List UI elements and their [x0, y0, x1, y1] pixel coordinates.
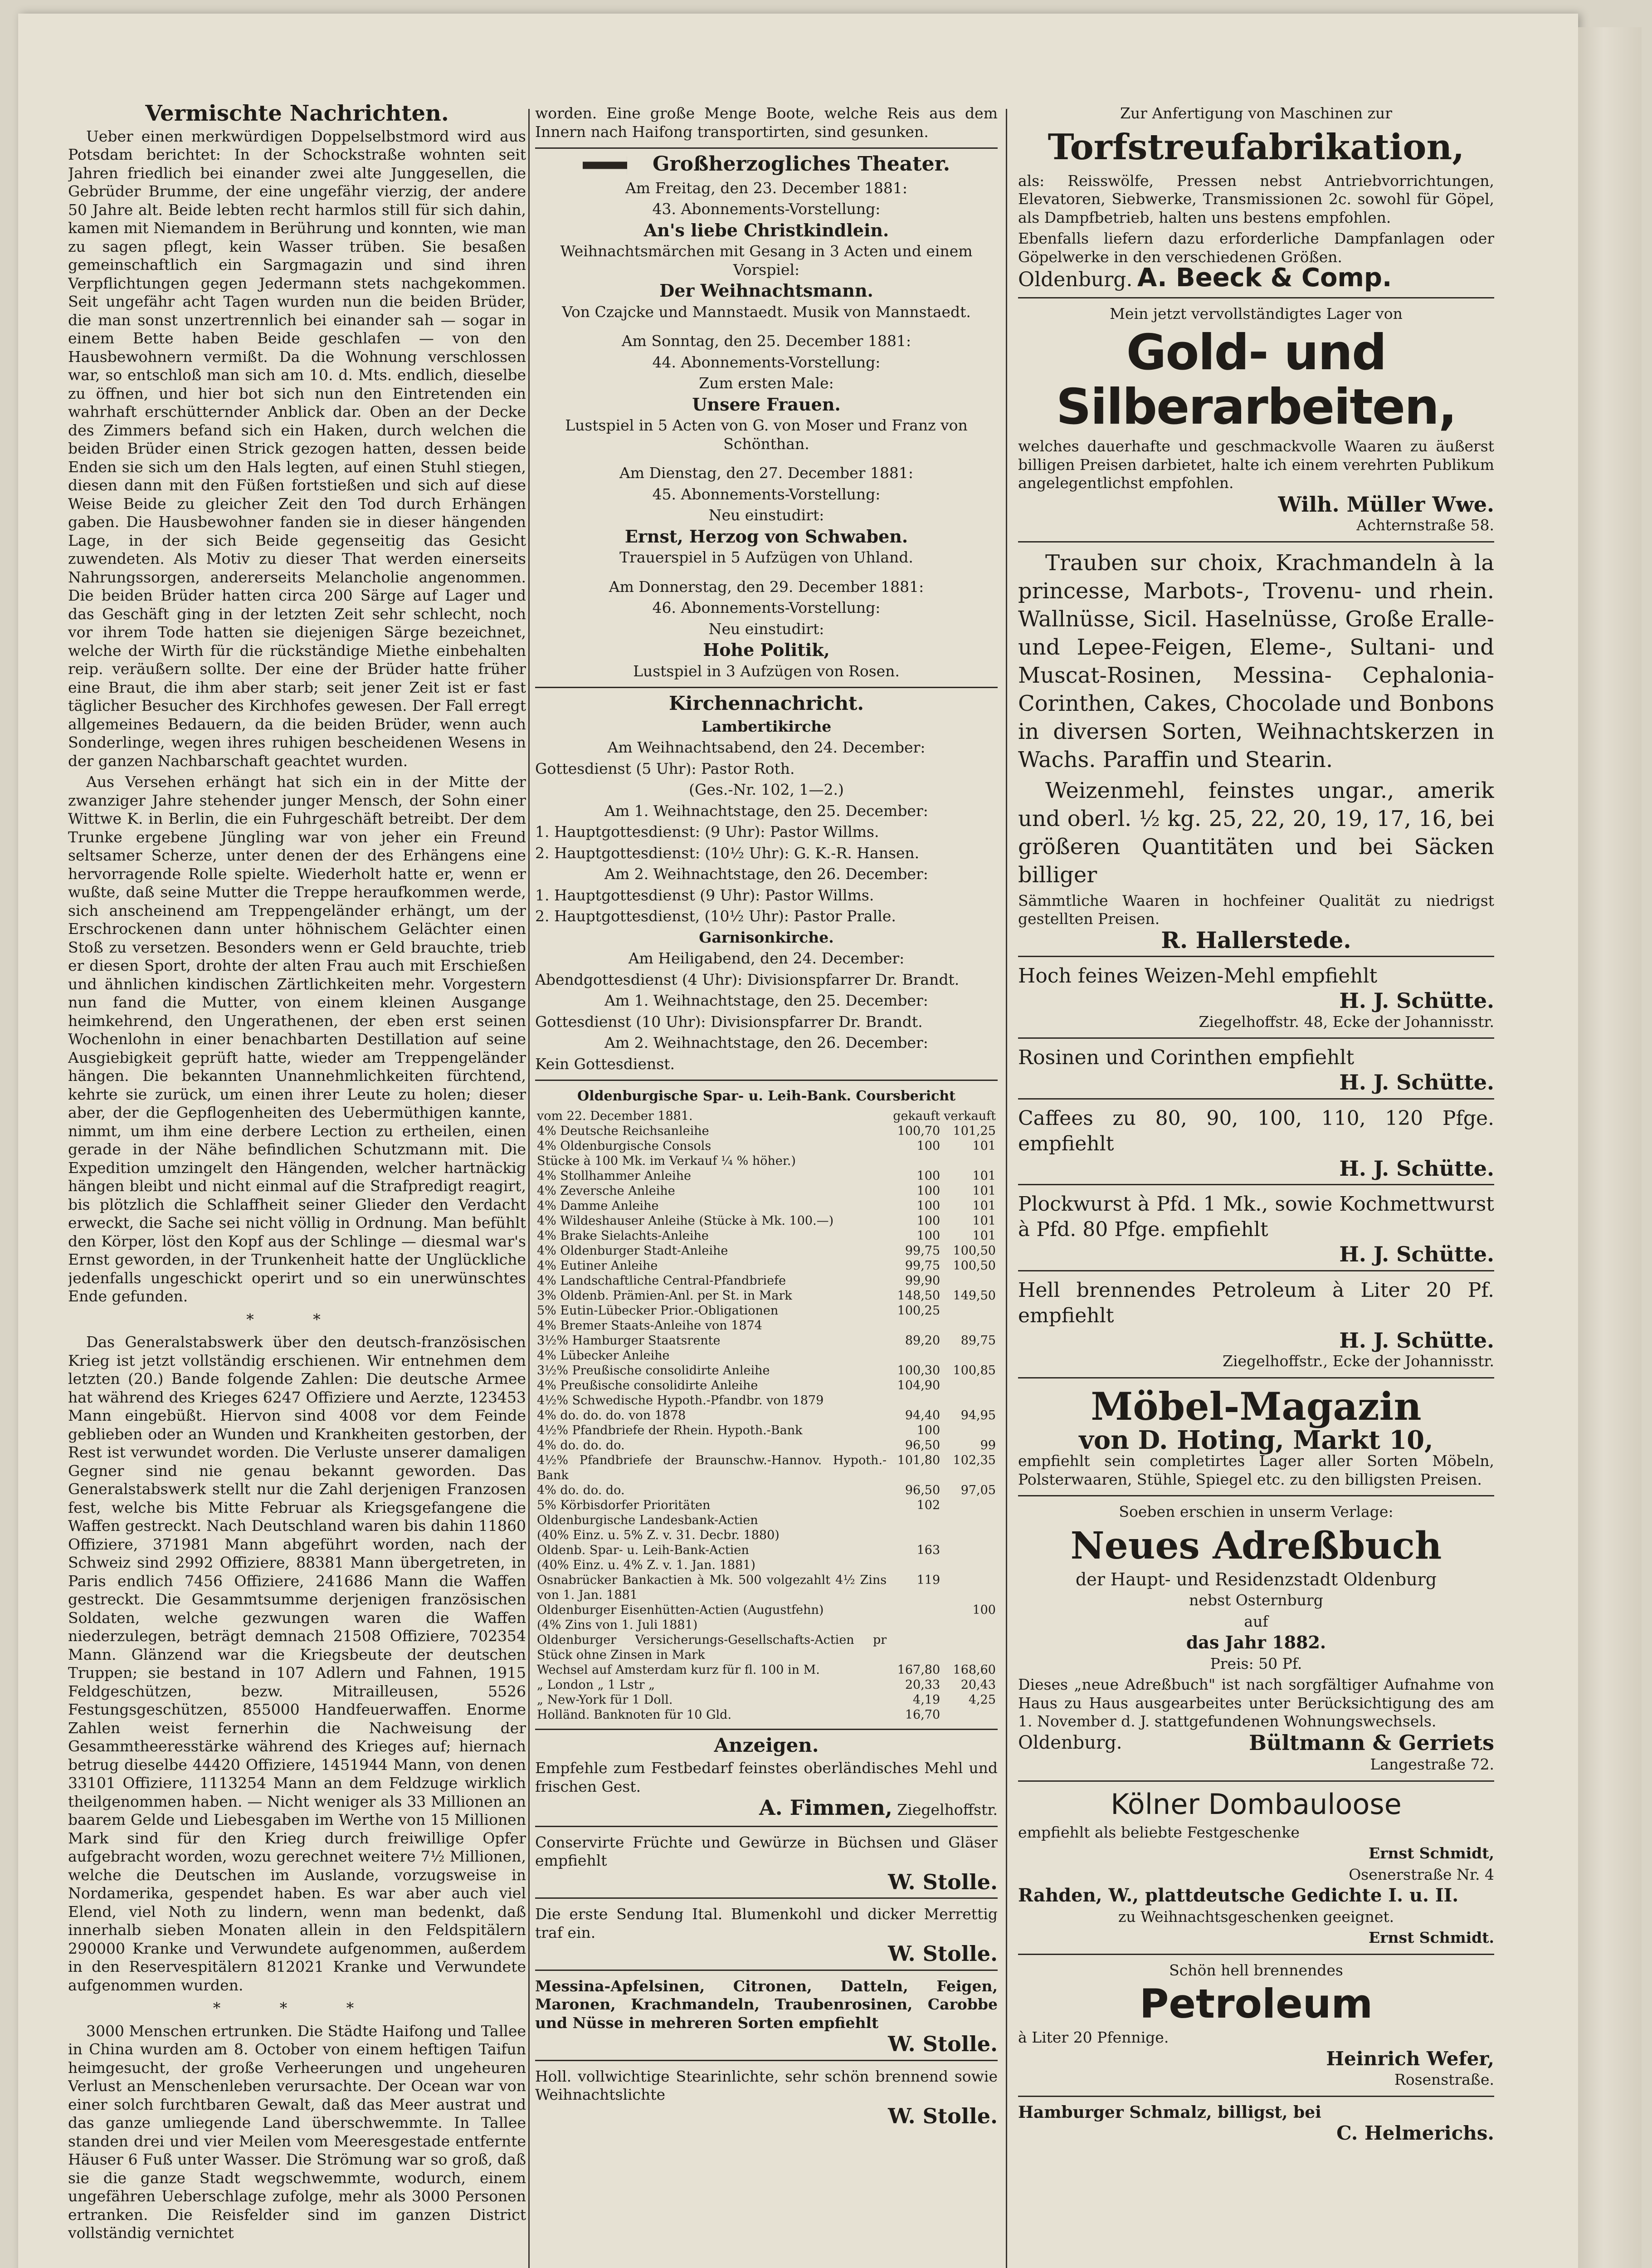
ad-signature: H. J. Schütte. [1339, 988, 1494, 1013]
article-hanged-by-mistake: Aus Versehen erhängt hat sich ein in der Mitte der zwanziger Jahre stehender junger Mensch, der Sohn einer Wittwe K. in Berlin, die ein Fuhrgeschäft betreibt. Der dem Trunke ergebene Jüngling war von jeher ein Freund seltsamer Scherze, unter denen der des Erhängens eine hervorragende Rolle spielte. Wiederholt hatte er, wenn er wußte, daß seine Mutter die Treppe heraufkommen werde, sich anscheinend am Treppengeländer erhängt, um der Erschrockenen dann unter höhnischem Gelächter einen Stoß zu versetzen. Besonders wenn er Geld brauchte, trieb er diesen Sport, drohte der alten Frau auch mit Erschießen und ähnlichen kindischen Zärtlichkeiten mehr. Vorgestern nun fand die Mutter, von einem kleinen Ausgange heimkehrend, den Ungerathenen, der eben erst seinen Wochenlohn in einer benachbarten Destillation auf seine Ausgiebigkeit geprüft hatte, wieder am Treppengeländer hängen. Die bekannten Unannehmlichkeiten fürchtend, kehrte sie zurück, um einen ihrer Leute zu holen; dieser aber, der die Gepflogenheiten des Uebermüthigen kannte, nimmt, um ihm eine derbere Lection zu ertheilen, einen gerade in der Nähe befindlichen Schutzmann mit. Die Expedition umzingelt den Hängenden, welcher hartnäckig hängen bleibt und nicht einmal auf die Strafpredigt reagirt, bis plötzlich die Schlaffheit seiner Glieder den Verdacht erweckt, die Sache sei nicht völlig in Ordnung. Man befühlt den Körper, löst den Kopf aus der Schlinge — diesmal war's Ernst geworden, in der Trunkenheit hatte der Unglückliche jedenfalls ungeschickt operirt und so ein unerwünschtes Ende gefunden. [68, 773, 526, 1305]
bank-rates [535, 1087, 998, 1722]
rate-row [535, 1288, 998, 1303]
theatre-date: Am Sonntag, den 25. December 1881: [621, 332, 911, 350]
church-line: Kein Gottesdienst. [535, 1055, 675, 1073]
divider [1018, 1780, 1494, 1782]
rate-sell [942, 1528, 998, 1543]
rate-sell: 97,05 [960, 1483, 996, 1497]
church-line: Gottesdienst (10 Uhr): Divisionspfarrer Dr. Brandt. [535, 1012, 923, 1031]
rate-row [535, 1633, 998, 1662]
church-name: Lambertikirche [701, 717, 832, 735]
bank-date: vom 22. December 1881. [537, 1109, 693, 1123]
rate-row [535, 1348, 998, 1363]
rate-row [535, 1198, 998, 1213]
theatre-play: Der Weihnachtsmann. [659, 280, 873, 301]
ads-section [535, 1736, 998, 2126]
ad-signature: Ernst Schmidt, [1368, 1844, 1494, 1862]
ad-text: Rosinen und Corinthen empfiehlt [1018, 1046, 1355, 1069]
rate-name: 5% Körbisdorfer Prioritäten [537, 1498, 711, 1512]
rate-name: 4% Landschaftliche Central-Pfandbriefe [537, 1273, 786, 1288]
ad-signature: H. J. Schütte. [1339, 1070, 1494, 1095]
rate-sell: 101 [972, 1139, 996, 1153]
rate-sell [942, 1393, 998, 1408]
ad-text: empfiehlt als beliebte Festgeschenke [1018, 1823, 1300, 1841]
column-rule [1006, 109, 1007, 2268]
theatre-line: Lustspiel in 3 Aufzügen von Rosen. [633, 662, 900, 680]
rate-name: 4% Preußische consolidirte Anleihe [537, 1378, 758, 1393]
rate-buy [888, 1513, 942, 1528]
rate-name: 3½% Hamburger Staatsrente [537, 1333, 721, 1348]
rate-sell [942, 1513, 998, 1528]
ad-address: Rosenstraße. [1394, 2071, 1494, 2088]
rate-buy: 100,25 [897, 1303, 941, 1318]
rate-sell: 89,75 [960, 1333, 996, 1348]
rate-row [535, 1333, 998, 1348]
ad-signature: Heinrich Wefer, [1326, 2047, 1494, 2070]
rate-row [535, 1498, 998, 1513]
rate-name: Oldenburger Eisenhütten-Actien (Augustfehn) [537, 1603, 824, 1617]
rate-buy [888, 1318, 942, 1333]
rate-row [535, 1183, 998, 1198]
rate-buy: 102 [916, 1498, 941, 1512]
ad-signature: Ernst Schmidt. [1368, 1929, 1494, 1946]
rate-name: (40% Einz. u. 5% Z. v. 31. Decbr. 1880) [537, 1528, 780, 1542]
church-line: 2. Hauptgottesdienst: (10½ Uhr): G. K.-R. Hansen. [535, 844, 920, 862]
article-drowned: 3000 Menschen ertrunken. Die Städte Haifong und Tallee in China wurden am 8. October von einem heftigen Taifun heimgesucht, der große Verheerungen und ungeheuren Verlust an Menschenleben verursachte. Der Ocean war von einer solch furchtbaren Gewalt, daß das Meer austrat und das ganze umliegende Land überschwemmte. In Tallee standen drei und vier Meilen vom Meeresgestade entfernte Häuser 6 Fuß unter Wasser. Die Strömung war so groß, daß sie die ganze Stadt wegschwemmte, wodurch, einem ungefähren Ueberschlage zufolge, mehr als 3000 Personen ertranken. Die Reisfelder sind im ganzen District vollständig vernichtet [68, 2022, 526, 2242]
rate-buy [888, 1558, 942, 1573]
theatre-line: 43. Abonnements-Vorstellung: [652, 200, 881, 218]
rate-sell [942, 1633, 998, 1662]
rate-sell: 101 [972, 1183, 996, 1198]
col-header-buy: gekauft [893, 1109, 941, 1123]
rate-row [535, 1124, 998, 1139]
rate-sell: 100 [972, 1603, 996, 1617]
ad-text: Holl. vollwichtige Stearinlichte, sehr schön brennend sowie Weihnachtslichte [535, 2067, 998, 2103]
rate-sell: 102,35 [953, 1453, 996, 1467]
rate-row [535, 1378, 998, 1393]
rate-buy: 99,90 [905, 1273, 941, 1288]
church-line: Am 1. Weihnachtstage, den 25. December: [604, 992, 928, 1009]
ad-signature: H. J. Schütte. [1339, 1156, 1494, 1181]
rate-row [535, 1168, 998, 1183]
rate-name: 4% do. do. do. von 1878 [537, 1408, 686, 1422]
divider [1018, 956, 1494, 957]
ad-text: Hamburger Schmalz, billigst, bei [1018, 2102, 1321, 2122]
column-theatre-church [535, 104, 998, 2268]
divider [535, 2060, 998, 2061]
article-general-staff-war: Das Generalstabswerk über den deutsch-französischen Krieg ist jetzt vollständig erschienen. Wir entnehmen dem letzten (20.) Bande folgende Zahlen: Die deutsche Armee hat während des Krieges 6247 Offiziere und Aerzte, 123453 Mann eingebüßt. Hiervon sind 4008 vor dem Feinde geblieben oder an Wunden und Krankheiten gestorben, der Rest ist verwundet worden. Die Verluste unserer damaligen Gegner sind nie genau bekannt geworden. Das Generalstabswerk stellt nur die Zahl derjenigen Franzosen fest, welche bis Mitte Februar als Kriegsgefangene die Waffen gestreckt. Nach Deutschland waren bis dahin 11860 Offiziere, 371981 Mann abgeführt worden, nach der Schweiz sind 2992 Offiziere, 88381 Mann übergetreten, in Paris endlich 7456 Offiziere, 241686 Mann die Waffen gestreckt. Die Gesammtsumme derjenigen französischen Soldaten, welche gezwungen waren die Waffen niederzulegen, beträgt demnach 21508 Offiziere, 702354 Mann. Glänzend war die Kriegsbeute der deutschen Truppen; sie bestand in 107 Adlern und Fahnen, 1915 Feldgeschützen, bezw. Mitrailleusen, 5526 Festungsgeschützen, 855000 Handfeuerwaffen. Enorme Zahlen weist fernerhin die Nachweisung der Gesammtheeresstärke während des Krieges auf; hiernach betrug dieselbe 44420 Offiziere, 1451944 Mann, von denen 33101 Offiziere, 1113254 Mann an dem Feldzuge wirklich theilgenommen haben. — Nicht weniger als 33 Millionen an baarem Gelde und Liebesgaben im Werthe von 15 Millionen Mark sind für den Krieg durch freiwillige Opfer aufgebracht worden, wozu gerechnet weitere 7½ Millionen, welche die Deutschen im Auslande, vorzugsweise in Nordamerika, gespendet haben. Es war aber auch viel Elend, viel Noth zu lindern, wenn man bedenkt, daß innerhalb sieben Monaten allein in den Feldspitälern 290000 Kranke und Verwundete aufgenommen, außerdem in den Reservespitälern 812021 Kranke und Verwundete aufgenommen wurden. [68, 1333, 526, 1994]
ad-headline: Kölner Dombauloose [1111, 1787, 1402, 1821]
rate-sell [942, 1378, 998, 1393]
rate-buy: 100 [916, 1228, 941, 1243]
rate-sell [942, 1558, 998, 1573]
theatre-date: Am Donnerstag, den 29. December 1881: [609, 577, 924, 596]
article-continuation: worden. Eine große Menge Boote, welche Reis aus dem Innern nach Haifong transportirten, sind gesunken. [535, 104, 998, 141]
rate-row [535, 1318, 998, 1333]
rate-name: 4% Lübecker Anleihe [537, 1348, 670, 1363]
rate-name: 4% do. do. do. [537, 1438, 625, 1452]
rate-buy: 94,40 [905, 1408, 941, 1422]
ad-signature: Bültmann & Gerriets [1249, 1730, 1494, 1755]
rate-name: 4% Deutsche Reichsanleihe [537, 1124, 709, 1138]
rate-sell: 100,85 [953, 1363, 996, 1378]
separator-stars: * * [246, 1310, 348, 1328]
ad-text: Trauben sur choix, Krachmandeln à la princesse, Marbots-, Trovenu- und rhein. Wallnüsse, Sicil. Haselnüsse, Große Eralle- und Lepee-Feigen, Eleme-, Sultani- und Muscat-Rosinen, Messina- Cephalonia-Corinthen, Cakes, Chocolade und Bonbons in diversen Sorten, Weihnachtskerzen in Wachs. Paraffin und Stearin. [1018, 550, 1494, 772]
ad-place: Oldenburg. [1018, 268, 1133, 291]
theatre-date: Am Dienstag, den 27. December 1881: [619, 464, 914, 482]
ad-line: der Haupt- und Residenzstadt Oldenburg [1075, 1569, 1437, 1589]
church-line: (Ges.-Nr. 102, 1—2.) [689, 781, 844, 798]
ad-signature: W. Stolle. [888, 2032, 998, 2056]
theatre-line: Von Czajcke und Mannstaedt. Musik von Mannstaedt. [562, 303, 971, 321]
rate-sell: 168,60 [953, 1662, 996, 1677]
ad-text: Hell brennendes Petroleum à Liter 20 Pf. empfiehlt [1018, 1278, 1494, 1327]
theatre-line: Lustspiel in 5 Acten von G. von Moser und Franz von Schönthan. [565, 416, 968, 453]
rate-name: 4% Brake Sielachts-Anleihe [537, 1228, 709, 1243]
ad-subheadline: von D. Hoting, Markt 10, [1079, 1425, 1433, 1455]
rate-sell [942, 1573, 998, 1603]
rate-buy: 100 [916, 1168, 941, 1183]
theatre-line: 44. Abonnements-Vorstellung: [652, 353, 881, 371]
ad-text: Hoch feines Weizen-Mehl empfiehlt [1018, 964, 1378, 987]
theatre-play: An's liebe Christkindlein. [643, 220, 889, 240]
rate-row [535, 1677, 998, 1692]
ad-signature: R. Hallerstede. [1161, 926, 1351, 953]
divider [1018, 1377, 1494, 1378]
divider [1018, 2096, 1494, 2097]
ad-text: Conservirte Früchte und Gewürze in Büchsen und Gläser empfiehlt [535, 1833, 998, 1869]
ad-headline: Neues Adreßbuch [1070, 1524, 1442, 1568]
ad-text: zu Weihnachtsgeschenken geeignet. [1118, 1907, 1394, 1926]
rate-row [535, 1483, 998, 1498]
rate-buy: 20,33 [905, 1677, 941, 1692]
ad-address: Ziegelhoffstr. [897, 1801, 998, 1818]
ad-signature: W. Stolle. [888, 1941, 998, 1966]
ad-signature: A. Fimmen, [759, 1795, 892, 1820]
rate-name: „ London „ 1 Lstr „ [537, 1677, 655, 1692]
divider [1018, 1184, 1494, 1185]
divider [535, 1080, 998, 1081]
ad-text: à Liter 20 Pfennige. [1018, 2028, 1169, 2046]
rate-sell [942, 1707, 998, 1722]
ad-text: als: Reisswölfe, Pressen nebst Antriebvorrichtungen, Elevatoren, Siebwerke, Transmissionen 2c. sowohl für Göpel, als Dampfbetrieb, halten uns bestens empfohlen. [1018, 171, 1494, 226]
ad-signature: W. Stolle. [888, 1869, 998, 1894]
rate-name: 4½% Pfandbriefe der Braunschw.-Hannov. Hypoth.-Bank [537, 1453, 887, 1482]
ad-intro: Soeben erschien in unserm Verlage: [1119, 1503, 1394, 1520]
rate-row [535, 1573, 998, 1603]
church-line: Am 1. Weihnachtstage, den 25. December: [604, 802, 928, 820]
rate-sell [942, 1273, 998, 1288]
ad-text: Sämmtliche Waaren in hochfeiner Qualität zu niedrigst gestellten Preisen. [1018, 891, 1494, 928]
rate-name: 4% Bremer Staats-Anleihe von 1874 [537, 1318, 762, 1333]
rate-name: Holländ. Banknoten für 10 Gld. [537, 1707, 732, 1722]
rate-name: 4½% Pfandbriefe der Rhein. Hypoth.-Bank [537, 1423, 803, 1437]
rate-name: Oldenb. Spar- u. Leih-Bank-Actien [537, 1543, 749, 1557]
rate-row [535, 1543, 998, 1558]
rate-sell: 94,95 [960, 1408, 996, 1422]
page-edge [1578, 27, 1642, 2268]
rate-buy: 163 [916, 1543, 941, 1557]
rate-sell: 20,43 [960, 1677, 996, 1692]
rate-row [535, 1408, 998, 1423]
church-line: Am 2. Weihnachtstage, den 26. December: [604, 1034, 928, 1051]
ad-text: Ebenfalls liefern dazu erforderliche Dampfanlagen oder Göpelwerke in den verschiedenen Größen. [1018, 230, 1494, 266]
divider [535, 1826, 998, 1827]
ad-address: Langestraße 72. [1370, 1755, 1494, 1773]
rate-sell [942, 1543, 998, 1558]
rate-name: „ New-York für 1 Doll. [537, 1692, 673, 1707]
divider [1018, 297, 1494, 298]
ad-headline: Möbel-Magazin [1091, 1383, 1422, 1429]
church-line: Gottesdienst (5 Uhr): Pastor Roth. [535, 759, 795, 777]
church-line: 1. Hauptgottesdienst: (9 Uhr): Pastor Willms. [535, 823, 879, 841]
theatre-date: Am Freitag, den 23. December 1881: [625, 179, 908, 197]
rate-sell [942, 1348, 998, 1363]
divider [535, 687, 998, 688]
rate-sell: 101 [972, 1228, 996, 1243]
col-header-sell: verkauft [944, 1109, 996, 1123]
ad-line: auf [1244, 1612, 1268, 1630]
rate-name: 3% Oldenb. Prämien-Anl. per St. in Mark [537, 1288, 792, 1303]
rate-name: 4% Wildeshauser Anleihe (Stücke à Mk. 100.—) [537, 1213, 834, 1228]
rate-row [535, 1692, 998, 1707]
ad-text: Rahden, W., plattdeutsche Gedichte I. u. II. [1018, 1885, 1459, 1906]
ad-address: Achternstraße 58. [1356, 516, 1494, 534]
rate-row [535, 1273, 998, 1288]
theatre-line: Zum ersten Male: [699, 374, 834, 392]
ad-place: Oldenburg. [1018, 1732, 1122, 1753]
rate-row [535, 1258, 998, 1273]
ad-text: Die erste Sendung Ital. Blumenkohl und dicker Merrettig traf ein. [535, 1905, 998, 1941]
ad-text: Messina-Apfelsinen, Citronen, Datteln, Feigen, Maronen, Krachmandeln, Traubenrosinen, Carobbe und Nüsse in mehreren Sorten empfiehlt [535, 1977, 998, 2032]
rate-buy: 167,80 [897, 1662, 941, 1677]
rate-name: (40% Einz. u. 4% Z. v. 1. Jan. 1881) [537, 1558, 755, 1572]
divider [535, 1729, 998, 1730]
ad-text: Dieses „neue Adreßbuch" ist nach sorgfältiger Aufnahme von Haus zu Haus ausgearbeites unter Berücksichtigung des am 1. November d. J. stattgefundenen Wohnungswechsels. [1018, 1676, 1494, 1730]
rate-buy: 100,30 [897, 1363, 941, 1378]
ad-line: nebst Osternburg [1189, 1591, 1323, 1609]
rate-name: (4% Zins von 1. Juli 1881) [537, 1618, 698, 1632]
rate-sell [942, 1303, 998, 1318]
rate-sell [942, 1318, 998, 1333]
rate-buy: 100 [916, 1183, 941, 1198]
rate-buy: 100,70 [897, 1124, 941, 1138]
rate-name: Stücke à 100 Mk. im Verkauf ¼ % höher.) [537, 1154, 796, 1168]
rate-sell: 99 [980, 1438, 996, 1452]
divider [1018, 1495, 1494, 1496]
rate-row [535, 1662, 998, 1677]
ad-address: Ziegelhoffstr., Ecke der Johannisstr. [1223, 1352, 1494, 1370]
rate-buy [888, 1154, 942, 1168]
rate-sell: 101 [972, 1213, 996, 1228]
rate-sell: 100,50 [953, 1258, 996, 1273]
theatre-line: Weihnachtsmärchen mit Gesang in 3 Acten und einem Vorspiel: [560, 242, 973, 279]
rate-name: 4% Oldenburger Stadt-Anleihe [537, 1243, 728, 1258]
divider [535, 147, 998, 149]
rate-name: 4% Oldenburgische Consols [537, 1139, 711, 1153]
pointing-hand-icon [583, 156, 646, 175]
rate-buy [888, 1348, 942, 1363]
rate-row [535, 1213, 998, 1228]
rate-name: 4% Eutiner Anleihe [537, 1258, 658, 1273]
ad-headline: Gold- und Silberarbeiten, [1056, 324, 1457, 435]
rate-row [535, 1558, 998, 1573]
theatre-play: Ernst, Herzog von Schwaben. [624, 526, 908, 547]
divider [1018, 1270, 1494, 1271]
rate-name: Oldenburgische Landesbank-Actien [537, 1513, 758, 1527]
rate-name: 4% Damme Anleihe [537, 1198, 659, 1213]
ad-intro: Schön hell brennendes [1169, 1961, 1343, 1979]
rate-buy: 100 [916, 1213, 941, 1228]
theatre-section [535, 152, 998, 680]
rate-sell [942, 1498, 998, 1513]
rate-sell [942, 1154, 998, 1168]
rate-buy: 96,50 [905, 1483, 941, 1497]
column-news [68, 104, 526, 2268]
rate-buy: 99,75 [905, 1258, 941, 1273]
divider [535, 1897, 998, 1899]
ad-text: empfiehlt sein completirtes Lager aller Sorten Möbeln, Polsterwaaren, Stühle, Spiegel etc. zu den billigsten Preisen. [1018, 1452, 1494, 1488]
theatre-line: Neu einstudirt: [708, 506, 824, 524]
theatre-line: Neu einstudirt: [708, 620, 824, 638]
ad-address: Ziegelhoffstr. 48, Ecke der Johannisstr. [1199, 1012, 1494, 1031]
rate-name: 4½% Schwedische Hypoth.-Pfandbr. von 1879 [537, 1393, 824, 1408]
rate-buy: 101,80 [897, 1453, 941, 1467]
church-line: Abendgottesdienst (4 Uhr): Divisionspfarrer Dr. Brandt. [535, 970, 960, 988]
ad-signature: Wilh. Müller Wwe. [1278, 492, 1494, 517]
rate-row [535, 1228, 998, 1243]
rate-name: 4% do. do. do. [537, 1483, 625, 1497]
rate-buy [888, 1618, 942, 1633]
ad-signature: H. J. Schütte. [1339, 1242, 1494, 1266]
rate-sell: 101,25 [953, 1124, 996, 1138]
church-section [535, 694, 998, 1073]
rate-buy: 96,50 [905, 1438, 941, 1452]
rate-name: Osnabrücker Bankactien à Mk. 500 volgezahlt 4½ Zins von 1. Jan. 1881 [537, 1573, 887, 1602]
rate-buy: 16,70 [905, 1707, 941, 1722]
ad-text: welches dauerhafte und geschmackvolle Waaren zu äußerst billigen Preisen darbietet, halte ich einem verehrten Publikum angelegentlichst empfohlen. [1018, 437, 1494, 492]
ad-text: Plockwurst à Pfd. 1 Mk., sowie Kochmettwurst à Pfd. 80 Pfge. empfiehlt [1018, 1193, 1494, 1241]
rate-buy: 148,50 [897, 1288, 941, 1303]
ad-signature: H. J. Schütte. [1339, 1328, 1494, 1353]
rate-sell: 101 [972, 1168, 996, 1183]
rate-row [535, 1513, 998, 1528]
rate-buy: 100 [916, 1198, 941, 1213]
theatre-play: Hohe Politik, [703, 640, 830, 660]
rate-buy: 4,19 [913, 1692, 941, 1707]
ad-headline: Petroleum [1139, 1980, 1373, 2027]
rate-name: 4% Zeversche Anleihe [537, 1183, 675, 1198]
rate-name: 5% Eutin-Lübecker Prior.-Obligationen [537, 1303, 779, 1318]
church-line: Am Heiligabend, den 24. December: [628, 949, 905, 967]
ads-title: Anzeigen. [714, 1734, 819, 1756]
rate-buy: 119 [916, 1573, 941, 1587]
ad-address: Osenerstraße Nr. 4 [1349, 1865, 1494, 1883]
theatre-line: Trauerspiel in 5 Aufzügen von Uhland. [619, 548, 913, 566]
church-title: Kirchennachricht. [668, 692, 864, 714]
rate-sell [942, 1618, 998, 1633]
rate-row [535, 1453, 998, 1483]
rate-name: 4% Stollhammer Anleihe [537, 1168, 691, 1183]
ad-signature: C. Helmerichs. [1336, 2122, 1494, 2144]
church-line: Am Weihnachtsabend, den 24. December: [607, 738, 926, 756]
ad-signature: W. Stolle. [888, 2103, 998, 2128]
rate-buy [888, 1603, 942, 1618]
rate-buy: 100 [916, 1423, 941, 1437]
church-line: 2. Hauptgottesdienst, (10½ Uhr): Pastor Pralle. [535, 907, 896, 925]
theatre-line: 45. Abonnements-Vorstellung: [652, 485, 881, 503]
rate-sell: 101 [972, 1198, 996, 1213]
column-rule [528, 109, 530, 2268]
church-name: Garnisonkirche. [699, 928, 834, 946]
ad-text: Empfehle zum Festbedarf feinstes oberländisches Mehl und frischen Gest. [535, 1759, 998, 1795]
rate-name: Wechsel auf Amsterdam kurz für fl. 100 in M. [537, 1662, 820, 1677]
rate-row [535, 1528, 998, 1543]
ad-intro: Zur Anfertigung von Maschinen zur [1120, 104, 1392, 122]
rate-row [535, 1363, 998, 1378]
ad-headline: Torfstreufabrikation, [1048, 126, 1465, 168]
rate-row [535, 1618, 998, 1633]
church-line: 1. Hauptgottesdienst (9 Uhr): Pastor Willms. [535, 886, 874, 904]
rate-sell: 149,50 [953, 1288, 996, 1303]
rate-row [535, 1707, 998, 1722]
rate-buy [888, 1633, 942, 1662]
rate-row [535, 1243, 998, 1258]
ad-price: Preis: 50 Pf. [1210, 1654, 1302, 1672]
rate-name: 3½% Preußische consolidirte Anleihe [537, 1363, 770, 1378]
ad-intro: Mein jetzt vervollständigtes Lager von [1110, 304, 1403, 323]
divider [1018, 1098, 1494, 1100]
ad-signature: A. Beeck & Comp. [1137, 263, 1392, 293]
ad-text: Weizenmehl, feinstes ungar., amerik und oberl. ½ kg. 25, 22, 20, 19, 17, 16, bei größeren Quantitäten und bei Säcken billiger [1018, 777, 1494, 888]
rate-row [535, 1154, 998, 1168]
rate-sell: 100,50 [953, 1243, 996, 1258]
divider [1018, 541, 1494, 543]
article-double-suicide: Ueber einen merkwürdigen Doppelselbstmord wird aus Potsdam berichtet: In der Schockstraße wohnten seit Jahren friedlich bei einander zwei alte Junggesellen, die Gebrüder Brumme, der eine ungefähr vierzig, der andere 50 Jahre alt. Beide lebten recht harmlos still für sich dahin, kamen mit Niemandem in Berührung und konnten, wie man zu sagen pflegt, kein Wasser trüben. Sie besaßen gemeinschaftlich ein Sargmagazin und sind ihren Verpflichtungen gegen Jedermann stets nachgekommen. Seit ungefähr acht Tagen wurden nun die beiden Brüder, die man sonst unzertrennlich bei einander sah — sogar in einem Bette haben Beide geschlafen — von den Hausbewohnern vermißt. Da die Wohnung verschlossen war, so entschloß man sich am 10. d. Mts. endlich, dieselbe zu öffnen, und hier bot sich nun den Eintretenden ein wahrhaft erschütternder Anblick dar. Oben an der Decke des Zimmers befand sich ein Haken, durch welchen die beiden Brüder einen Strick gezogen hatten, dessen beide Enden sie sich um den Hals legten, auf einen Stuhl stiegen, diesen dann mit den Füßen fortstießen und sich auf diese Weise Beide zu gleicher Zeit den Tod durch Erhängen gaben. Die Hausbewohner fanden sie in dieser hängenden Lage, in der sich Beide gegenseitig das Gesicht zuwendeten. Als Motiv zu dieser That werden einerseits Nahrungssorgen, andererseits Melancholie angenommen. Die beiden Brüder hatten circa 200 Särge auf Lager und das Geschäft ging in der letzten Zeit sehr schlecht, noch vor ihrem Tode hatten sie diejenigen Särge bezeichnet, welche der Wirth für die rückständige Miethe einbehalten reip. veräußern sollte. Der eine der Brüder hatte früher eine Braut, die ihm aber starb; seit jener Zeit ist er fast täglicher Besucher des Kirchhofes gewesen. Der Fall erregt allgemeines Bedauern, da die beiden Brüder, wenn auch Sonderlinge, wegen ihres ruhigen bescheidenen Wesens in der ganzen Nachbarschaft geachtet wurden. [68, 127, 526, 770]
rate-row [535, 1393, 998, 1408]
ad-line: das Jahr 1882. [1186, 1632, 1326, 1652]
rate-buy [888, 1393, 942, 1408]
section-title: Vermischte Nachrichten. [145, 104, 449, 126]
bank-title: Oldenburgische Spar- u. Leih-Bank. Coursbericht [577, 1088, 956, 1104]
rate-row [535, 1303, 998, 1318]
rate-row [535, 1423, 998, 1438]
column-advertisements [1018, 104, 1494, 2268]
rate-buy: 100 [916, 1139, 941, 1153]
separator-stars: * * * [213, 1999, 381, 2017]
rate-row [535, 1139, 998, 1154]
divider [535, 1970, 998, 1971]
rate-row [535, 1603, 998, 1618]
divider [1018, 1037, 1494, 1039]
rates-table [535, 1109, 998, 1722]
ad-text: Caffees zu 80, 90, 100, 110, 120 Pfge. empfiehlt [1018, 1106, 1494, 1155]
rate-row [535, 1438, 998, 1453]
rate-buy: 89,20 [905, 1333, 941, 1348]
rate-buy: 99,75 [905, 1243, 941, 1258]
rate-sell [942, 1423, 998, 1438]
theatre-line: 46. Abonnements-Vorstellung: [652, 599, 881, 616]
rate-sell: 4,25 [968, 1692, 996, 1707]
theatre-title: Großherzogliches Theater. [535, 155, 998, 175]
rate-name: Oldenburger Versicherungs-Gesellschafts-Actien pr Stück ohne Zinsen in Mark [537, 1633, 887, 1662]
rate-buy: 104,90 [897, 1378, 941, 1393]
church-line: Am 2. Weihnachtstage, den 26. December: [604, 865, 928, 883]
theatre-play: Unsere Frauen. [692, 394, 841, 415]
rate-buy [888, 1528, 942, 1543]
divider [1018, 1954, 1494, 1955]
